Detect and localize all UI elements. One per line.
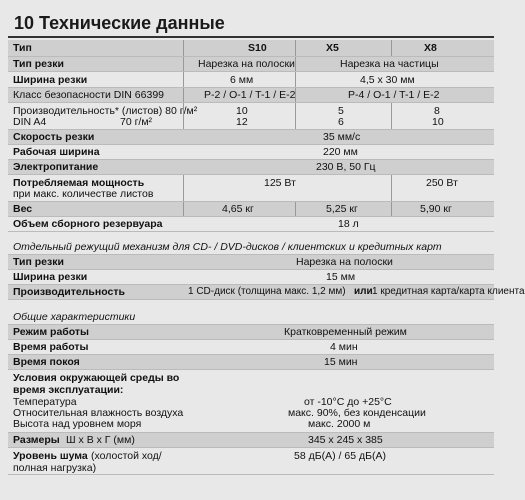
table-row: Время покоя 15 мин: [8, 355, 494, 370]
table-row: Время работы 4 мин: [8, 340, 494, 355]
table-row: Ширина резки 15 мм: [8, 270, 494, 285]
header-s10: S10: [248, 42, 267, 54]
table-row: Производительность 1 CD-диск (толщина макс. 1,2 мм) или 1 кредитная карта/карта клиента: [8, 285, 494, 300]
table-row: Класс безопасности DIN 66399 P-2 / O-1 / T-1 / E-2 P-4 / O-1 / T-1 / E-2: [8, 88, 494, 103]
table-row: Рабочая ширина 220 мм: [8, 145, 494, 160]
table-row: Условия окружающей среды во время эксплуатации: Температура Относительная влажность воздуха Высота над уровнем моря от -10°C до +25°C макс. 90%, без конденсации макс. 2000 м: [8, 370, 494, 433]
table-row: Объем сборного резервуара 18 л: [8, 217, 494, 232]
section-heading-cd: Отдельный режущий механизм для CD- / DVD-дисков / клиентских и кредитных карт: [8, 240, 494, 255]
table-header-row: [8, 40, 494, 57]
table-row: Вес 4,65 кг 5,25 кг 5,90 кг: [8, 202, 494, 217]
header-x5: X5: [326, 42, 339, 54]
table-row: Скорость резки 35 мм/с: [8, 130, 494, 145]
header-type: Тип: [13, 42, 32, 54]
section-heading-general: Общие характеристики: [8, 310, 494, 325]
table-row: Режим работы Кратковременный режим: [8, 325, 494, 340]
table-row: Уровень шума (холостой ход/полная нагрузка) 58 дБ(А) / 65 дБ(А): [8, 448, 494, 475]
header-x8: X8: [424, 42, 437, 54]
page-title: 10 Технические данные: [14, 13, 225, 33]
table-row: Тип резки Нарезка на полоски: [8, 255, 494, 270]
spec-table: [8, 40, 525, 475]
table-row: Электропитание 230 В, 50 Гц: [8, 160, 494, 175]
table-row: Тип резки Нарезка на полоски Нарезка на частицы: [8, 57, 494, 72]
table-row: Ширина резки 6 мм 4,5 х 30 мм: [8, 72, 494, 88]
table-row: Потребляемая мощность при макс. количестве листов 125 Вт 250 Вт: [8, 175, 494, 202]
table-row: Производительность* (листов) 80 г/м² DIN A4 70 г/м² 10 12 5 6 8 10: [8, 103, 494, 130]
title-rule: [8, 36, 494, 38]
table-row: Размеры Ш х В х Г (мм) 345 х 245 х 385: [8, 433, 494, 448]
